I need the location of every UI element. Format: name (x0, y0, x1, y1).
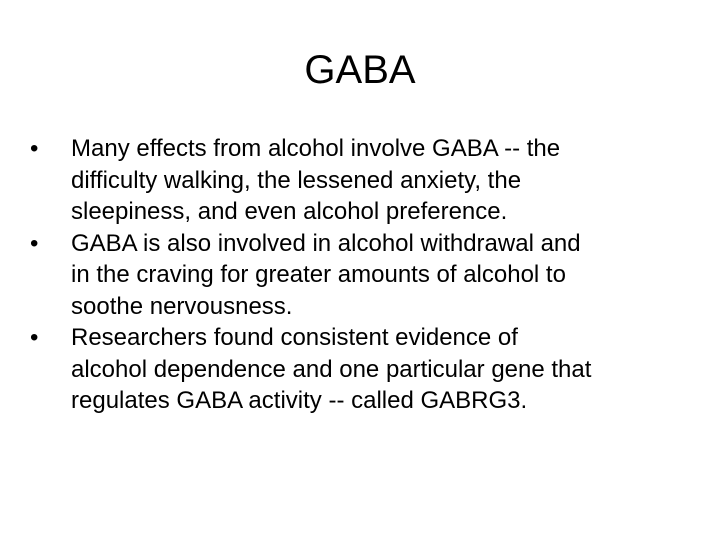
bullet-marker-icon: • (30, 324, 39, 351)
bullet-1-line-3: sleepiness, and even alcohol preference. (71, 198, 508, 225)
bullet-3-line-3: regulates GABA activity -- called GABRG3. (71, 387, 528, 414)
slide-title: GABA (304, 48, 416, 92)
bullet-marker-icon: • (30, 229, 39, 257)
bullet-item-3 (30, 322, 700, 417)
bullet-list (30, 133, 700, 417)
bullet-2-line-3: soothe nervousness. (71, 292, 293, 320)
bullet-marker-icon: • (30, 135, 39, 162)
bullet-3-line-1: Researchers found consistent evidence of (71, 324, 518, 351)
bullet-item-1 (30, 133, 700, 228)
bullet-3-line-2: alcohol dependence and one particular gene that (71, 355, 592, 383)
bullet-1-line-1: Many effects from alcohol involve GABA -- the (71, 135, 561, 162)
bullet-item-2 (30, 228, 700, 323)
bullet-1-line-2: difficulty walking, the lessened anxiety, the (71, 166, 522, 194)
bullet-2-line-1: GABA is also involved in alcohol withdrawal and (71, 229, 581, 257)
bullet-2-line-2: in the craving for greater amounts of alcohol to (71, 261, 566, 288)
